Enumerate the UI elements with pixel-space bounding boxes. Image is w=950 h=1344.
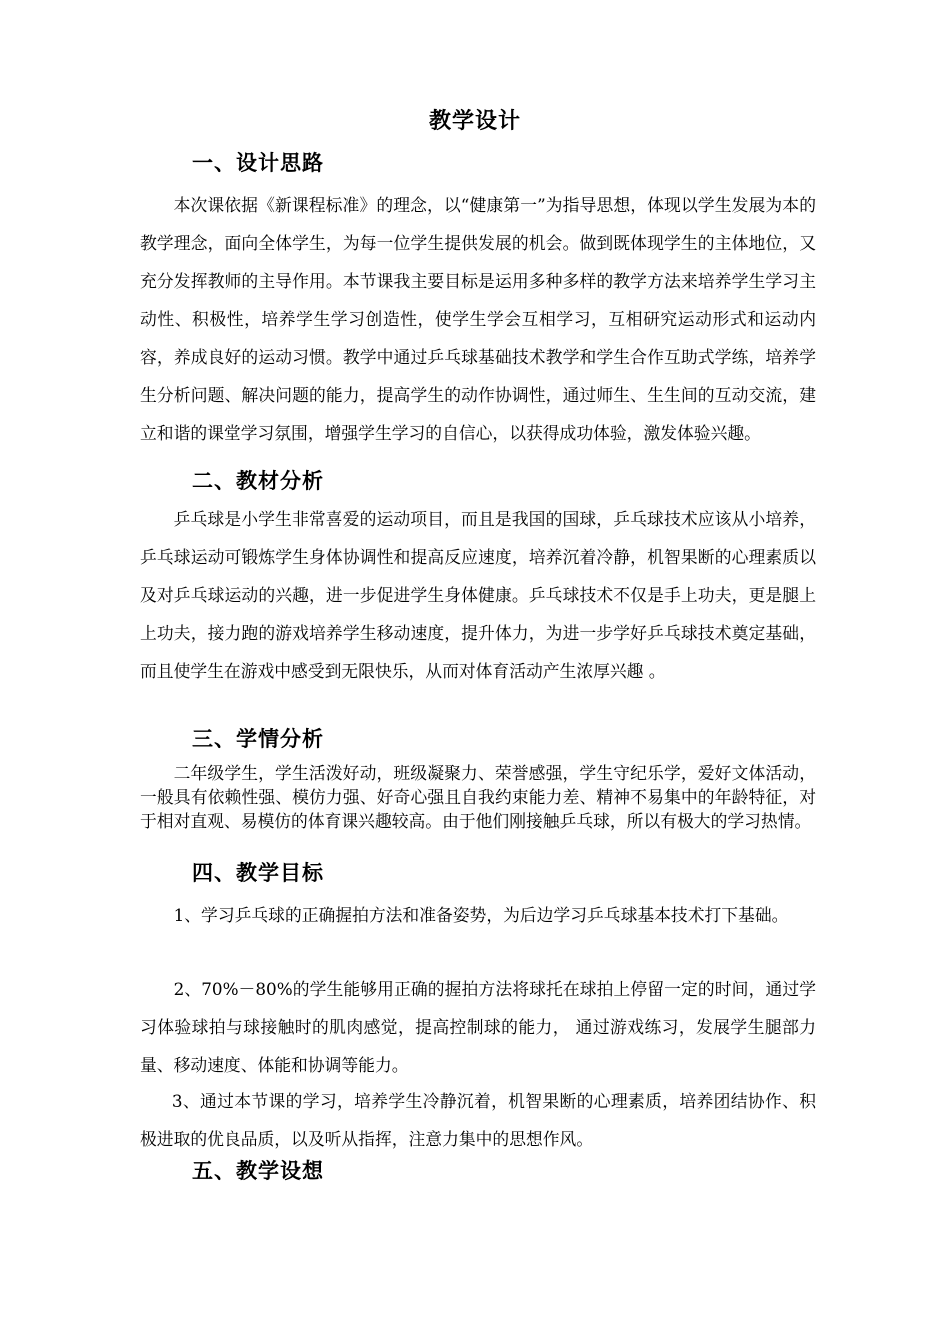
paragraph-student-analysis: 二年级学生，学生活泼好动，班级凝聚力、荣誉感强，学生守纪乐学，爱好文体活动，一般具有依赖性强、模仿力强、好奇心强且自我约束能力差、精神不易集中的年龄特征，对于相对直观、易模仿的体育课兴趣较高。由于他们刚接触乒乓球，所以有极大的学习热情。 — [140, 763, 816, 831]
objective-item-2: 2、70%－80%的学生能够用正确的握拍方法将球托在球拍上停留一定的时间，通过学习体验球拍与球接触时的肌肉感觉，提高控制球的能力， 通过游戏练习，发展学生腿部力量、移动速度、体能和协调等能力。 — [140, 979, 816, 1075]
paragraph-material-analysis: 乒乓球是小学生非常喜爱的运动项目，而且是我国的国球，乒乓球技术应该从小培养，乒乓球运动可锻炼学生身体协调性和提高反应速度，培养沉着冷静，机智果断的心理素质以及对乒乓球运动的兴趣，进一步促进学生身体健康。乒乓球技术不仅是手上功夫，更是腿上上功夫，接力跑的游戏培养学生移动速度，提升体力，为进一步学好乒乓球技术奠定基础，而且使学生在游戏中感受到无限快乐，从而对体育活动产生浓厚兴趣 。 — [140, 509, 816, 681]
section-heading-design-ideas: 一、设计思路 — [192, 150, 324, 175]
section-heading-teaching-concept: 五、教学设想 — [192, 1158, 324, 1183]
objective-item-3: 3、通过本节课的学习，培养学生冷静沉着，机智果断的心理素质，培养团结协作、积极进取的优良品质，以及听从指挥，注意力集中的思想作风。 — [140, 1091, 816, 1149]
document-title: 教学设计 — [428, 108, 521, 134]
objective-item-1: 1、学习乒乓球的正确握拍方法和准备姿势，为后边学习乒乓球基本技术打下基础。 — [173, 905, 789, 925]
section-heading-student-analysis: 三、学情分析 — [192, 726, 324, 751]
section-heading-teaching-objectives: 四、教学目标 — [192, 860, 324, 885]
section-heading-material-analysis: 二、教材分析 — [192, 468, 324, 493]
paragraph-design-ideas: 本次课依据《新课程标准》的理念，以“健康第一”为指导思想，体现以学生发展为本的教学理念，面向全体学生，为每一位学生提供发展的机会。做到既体现学生的主体地位，又充分发挥教师的主导作用。本节课我主要目标是运用多种多样的教学方法来培养学生学习主动性、积极性，培养学生学习创造性，使学生学会互相学习，互相研究运动形式和运动内容，养成良好的运动习惯。教学中通过乒乓球基础技术教学和学生合作互助式学练，培养学生分析问题、解决问题的能力，提高学生的动作协调性，通过师生、生生间的互动交流，建立和谐的课堂学习氛围，增强学生学习的自信心，以获得成功体验，激发体验兴趣。 — [140, 195, 816, 443]
